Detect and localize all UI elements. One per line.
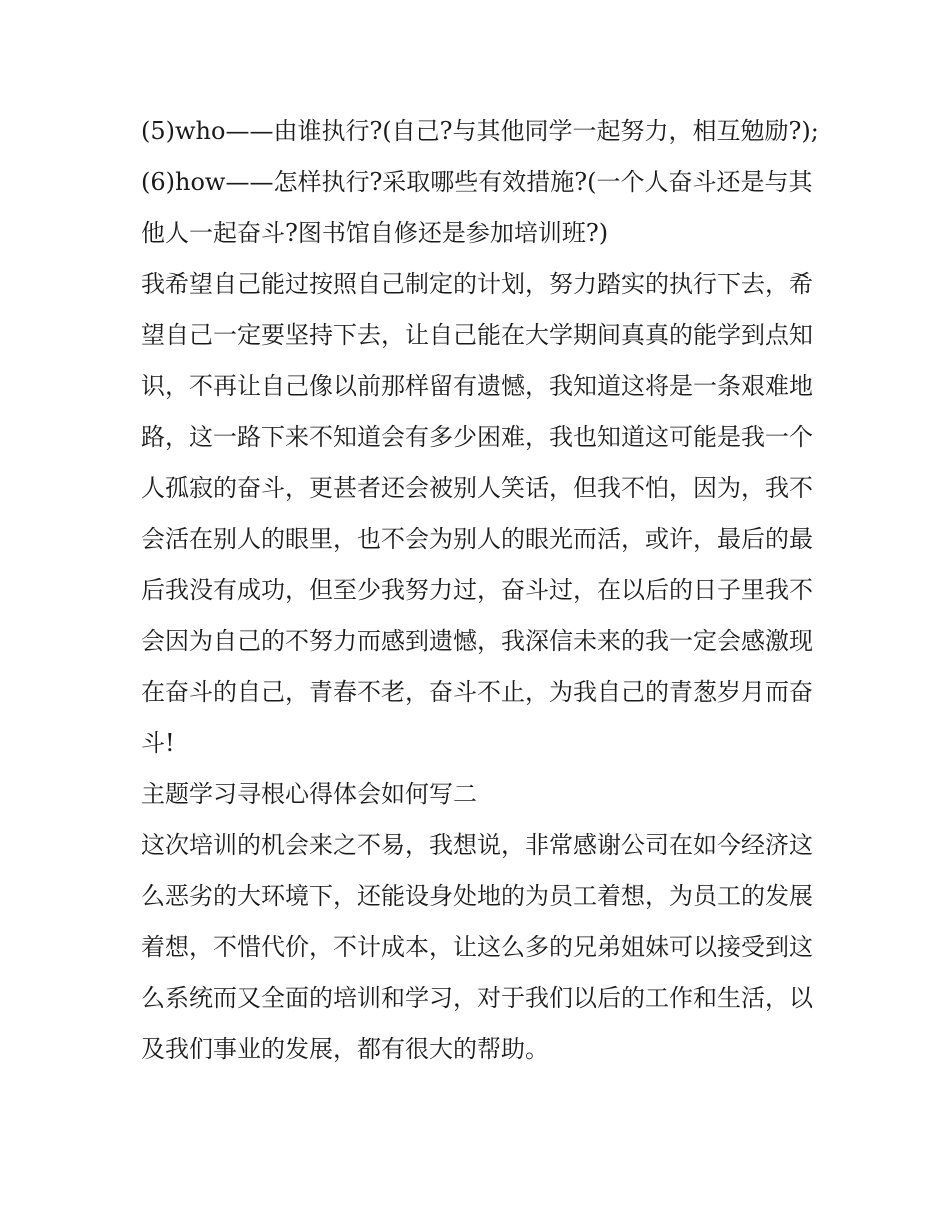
paragraph-how: (6)how——怎样执行?采取哪些有效措施?(一个人奋斗还是与其他人一起奋斗?图书馆自修还是参加培训班?)	[141, 168, 813, 247]
paragraph-training: 这次培训的机会来之不易，我想说，非常感谢公司在如今经济这么恶劣的大环境下，还能设身处地的为员工着想，为员工的发展着想，不惜代价，不计成本，让这么多的兄弟姐妹可以接受到这么系统而又全面的培训和学习，对于我们以后的工作和生活，以及我们事业的发展，都有很大的帮助。	[141, 831, 813, 1063]
section-heading: 主题学习寻根心得体会如何写二	[141, 780, 477, 808]
paragraph-who: (5)who——由谁执行?(自己?与其他同学一起努力，相互勉励?);	[141, 117, 819, 145]
paragraph-conclusion: 我希望自己能过按照自己制定的计划，努力踏实的执行下去，希望自己一定要坚持下去，让自己能在大学期间真真的能学到点知识，不再让自己像以前那样留有遗憾，我知道这将是一条艰难地路，这一路下来不知道会有多少困难，我也知道这可能是我一个人孤寂的奋斗，更甚者还会被别人笑话，但我不怕，因为，我不会活在别人的眼里，也不会为别人的眼光而活，或许，最后的最后我没有成功，但至少我努力过，奋斗过，在以后的日子里我不会因为自己的不努力而感到遗憾，我深信未来的我一定会感激现在奋斗的自己，青春不老，奋斗不止，为我自己的青葱岁月而奋斗!	[141, 270, 813, 757]
document-body	[141, 106, 821, 1075]
